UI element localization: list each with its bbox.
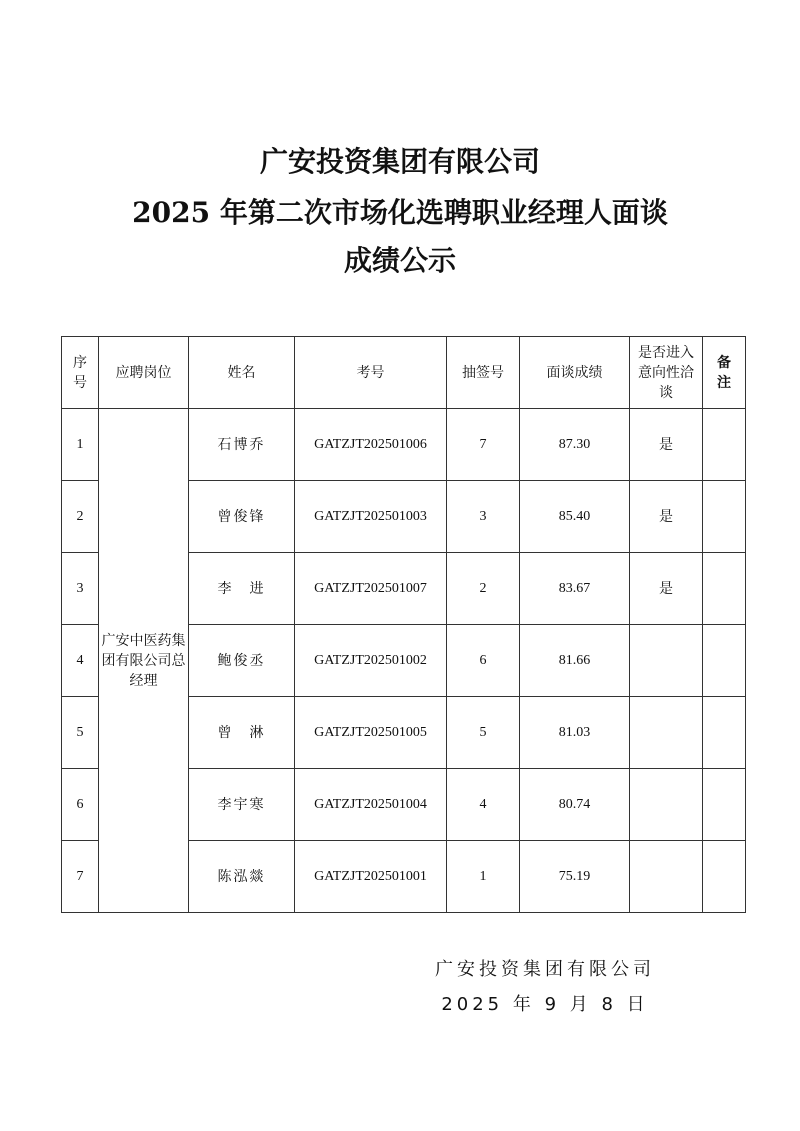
cell-exam-no: GATZJT202501002 bbox=[295, 625, 447, 697]
score-table bbox=[61, 336, 746, 913]
header-seq: 序号 bbox=[62, 337, 99, 409]
cell-seq: 7 bbox=[62, 841, 99, 913]
cell-seq: 3 bbox=[62, 553, 99, 625]
cell-negotiate bbox=[630, 841, 703, 913]
cell-exam-no: GATZJT202501007 bbox=[295, 553, 447, 625]
cell-seq: 5 bbox=[62, 697, 99, 769]
cell-draw-no: 1 bbox=[447, 841, 520, 913]
cell-exam-no: GATZJT202501001 bbox=[295, 841, 447, 913]
header-draw-no: 抽签号 bbox=[447, 337, 520, 409]
cell-draw-no: 6 bbox=[447, 625, 520, 697]
cell-negotiate bbox=[630, 697, 703, 769]
signature-date: 2025 年 9 月 8 日 bbox=[441, 994, 649, 1015]
cell-exam-no: GATZJT202501003 bbox=[295, 481, 447, 553]
cell-score: 83.67 bbox=[520, 553, 630, 625]
cell-score: 80.74 bbox=[520, 769, 630, 841]
cell-score: 85.40 bbox=[520, 481, 630, 553]
cell-name: 曾 淋 bbox=[189, 697, 295, 769]
cell-negotiate: 是 bbox=[630, 553, 703, 625]
title-line-3: 成绩公示 bbox=[343, 244, 456, 277]
cell-score: 81.66 bbox=[520, 625, 630, 697]
cell-exam-no: GATZJT202501005 bbox=[295, 697, 447, 769]
cell-name: 石博乔 bbox=[189, 409, 295, 481]
cell-remark bbox=[703, 697, 746, 769]
cell-exam-no: GATZJT202501006 bbox=[295, 409, 447, 481]
cell-name: 李 进 bbox=[189, 553, 295, 625]
cell-exam-no: GATZJT202501004 bbox=[295, 769, 447, 841]
cell-draw-no: 7 bbox=[447, 409, 520, 481]
header-name: 姓名 bbox=[189, 337, 295, 409]
cell-remark bbox=[703, 409, 746, 481]
cell-score: 75.19 bbox=[520, 841, 630, 913]
cell-negotiate: 是 bbox=[630, 409, 703, 481]
cell-remark bbox=[703, 553, 746, 625]
header-negotiate: 是否进入意向性洽谈 bbox=[630, 337, 703, 409]
cell-name: 李宇寒 bbox=[189, 769, 295, 841]
cell-remark bbox=[703, 841, 746, 913]
cell-seq: 2 bbox=[62, 481, 99, 553]
cell-score: 81.03 bbox=[520, 697, 630, 769]
table-row bbox=[62, 409, 746, 481]
title-line-1: 广安投资集团有限公司 bbox=[259, 145, 540, 178]
cell-draw-no: 4 bbox=[447, 769, 520, 841]
cell-name: 曾俊锋 bbox=[189, 481, 295, 553]
cell-name: 鲍俊丞 bbox=[189, 625, 295, 697]
cell-draw-no: 5 bbox=[447, 697, 520, 769]
cell-negotiate: 是 bbox=[630, 481, 703, 553]
cell-negotiate bbox=[630, 769, 703, 841]
header-remark: 备注 bbox=[703, 337, 746, 409]
cell-name: 陈泓燚 bbox=[189, 841, 295, 913]
header-score: 面谈成绩 bbox=[520, 337, 630, 409]
table-header-row bbox=[62, 337, 746, 409]
cell-remark bbox=[703, 769, 746, 841]
title-line-2: 2025 年第二次市场化选聘职业经理人面谈 bbox=[132, 196, 668, 229]
cell-remark bbox=[703, 625, 746, 697]
header-exam-no: 考号 bbox=[295, 337, 447, 409]
header-position: 应聘岗位 bbox=[99, 337, 189, 409]
cell-negotiate bbox=[630, 625, 703, 697]
cell-position: 广安中医药集团有限公司总经理 bbox=[99, 409, 189, 913]
signature-org: 广安投资集团有限公司 bbox=[435, 959, 655, 980]
cell-seq: 1 bbox=[62, 409, 99, 481]
cell-score: 87.30 bbox=[520, 409, 630, 481]
cell-seq: 6 bbox=[62, 769, 99, 841]
cell-seq: 4 bbox=[62, 625, 99, 697]
cell-draw-no: 2 bbox=[447, 553, 520, 625]
cell-remark bbox=[703, 481, 746, 553]
cell-draw-no: 3 bbox=[447, 481, 520, 553]
